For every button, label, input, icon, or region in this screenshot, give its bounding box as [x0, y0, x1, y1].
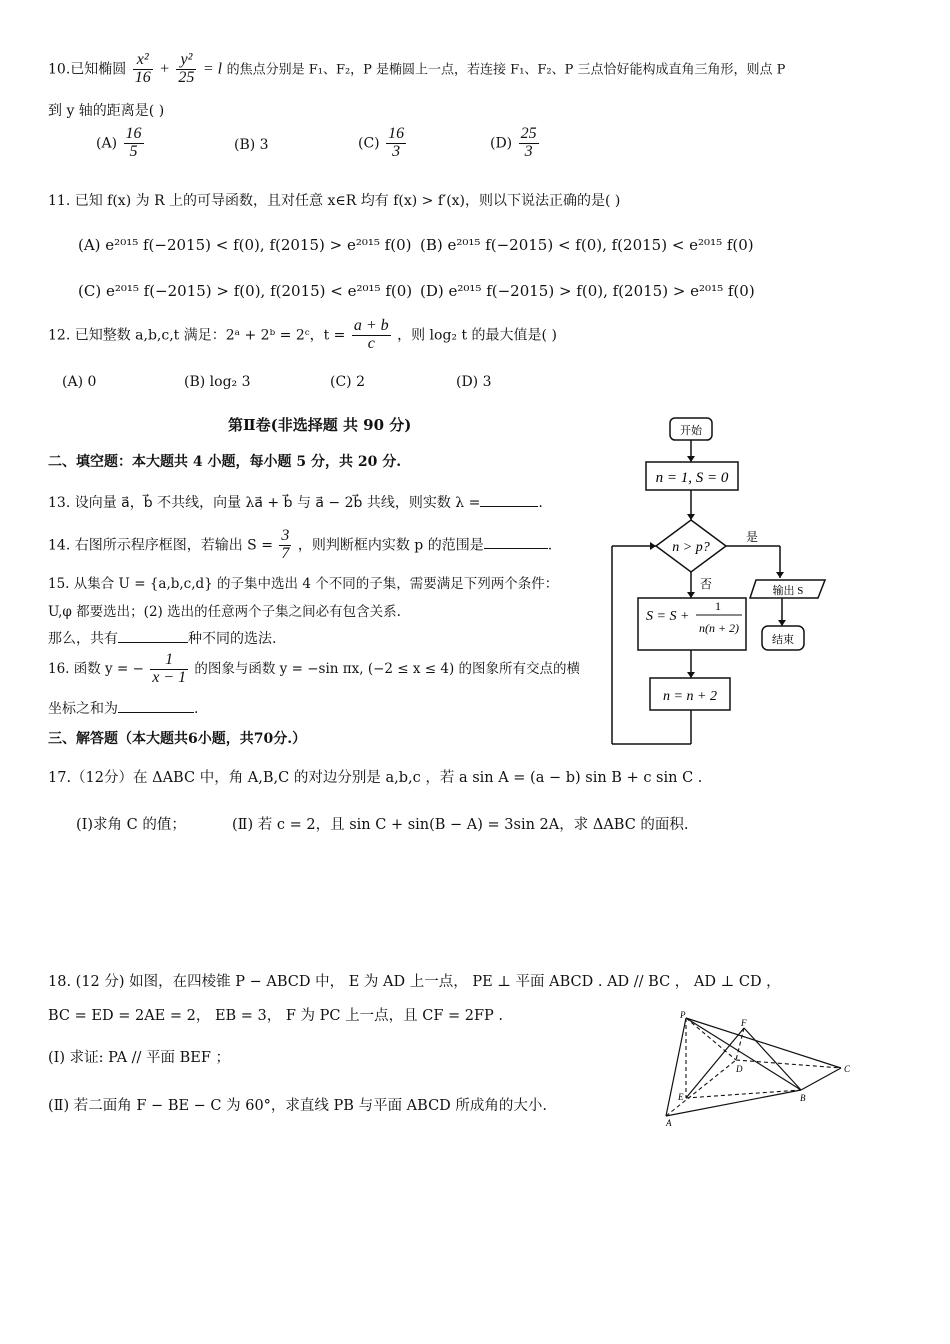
- q10-opt-d: (D) $\frac{25}{3}$: [490, 125, 537, 160]
- flow-end-label: 结束: [772, 634, 794, 646]
- q10-eq: = l: [202, 60, 223, 78]
- q15-line2: U,φ 都要选出；(2) 选出的任意两个子集之间必有包含关系.: [48, 604, 401, 620]
- flow-assign-label: S = S +: [646, 609, 690, 624]
- q15-line3: 那么，共有 种不同的选法.: [48, 631, 277, 647]
- q10-plus: +: [159, 60, 170, 78]
- flow-incr-label: n = n + 2: [663, 689, 717, 704]
- vertex-d: D: [736, 1064, 743, 1074]
- q17-part2: (Ⅱ) 若 c = 2，且 sin C + sin(B − A) = 3sin 2A，求 ΔABC 的面积.: [232, 817, 689, 833]
- q10-line2: 到 y 轴的距离是( ): [48, 103, 165, 119]
- vertex-a: A: [666, 1118, 672, 1128]
- q14: 14. 右图所示程序框图，若输出 S = $\frac{3}{7}$ ，则判断框内实数 p 的范围是 .: [48, 527, 553, 562]
- q12-opt-d: (D) 3: [456, 374, 492, 390]
- q15-line1: 15. 从集合 U = {a,b,c,d} 的子集中选出 4 个不同的子集，需要满足下列两个条件：: [48, 576, 559, 592]
- q11-opt-d: (D) e²⁰¹⁵ f(−2015) > f(0), f(2015) > e²⁰¹⁵ f(0): [420, 282, 755, 300]
- part2-title: 第Ⅱ卷(非选择题 共 90 分): [228, 416, 412, 434]
- flow-output-label: 输出 S: [772, 585, 804, 597]
- q10-text-1: 10.已知椭圆: [48, 61, 127, 78]
- q10-frac-y: $\frac{\text{y²}}{25}$: [178, 51, 195, 86]
- q18-part2: (Ⅱ) 若二面角 F − BE − C 为 60°，求直线 PB 与平面 ABCD 所成角的大小.: [48, 1098, 548, 1114]
- q10-frac-x: $\frac{\text{x²}}{16}$: [134, 51, 151, 86]
- flow-yes-label: 是: [746, 530, 759, 544]
- vertex-b: B: [800, 1093, 806, 1103]
- flow-assign-den: n(n + 2): [698, 621, 740, 635]
- q11-opt-b: (B) e²⁰¹⁵ f(−2015) < f(0), f(2015) < e²⁰¹⁵ f(0): [420, 236, 754, 254]
- q10-line1: [48, 52, 785, 87]
- q10-opt-c: (C) $\frac{16}{3}$: [358, 125, 405, 160]
- vertex-f: F: [741, 1018, 747, 1028]
- section3-heading: 三、解答题（本大题共6小题，共70分.）: [48, 731, 307, 747]
- q11-stem: 11. 已知 f(x) 为 R 上的可导函数，且对任意 x∈R 均有 f(x) > f′(x)，则以下说法正确的是( ): [48, 193, 621, 209]
- q12-opt-c: (C) 2: [330, 374, 365, 390]
- vertex-e: E: [678, 1092, 684, 1102]
- q10-text-2: 的焦点分别是 F₁、F₂，P 是椭圆上一点，若连接 F₁、F₂、P 三点恰好能构成直角三角形，则点 P: [226, 62, 786, 78]
- q11-opt-c: (C) e²⁰¹⁵ f(−2015) > f(0), f(2015) < e²⁰¹⁵ f(0): [78, 282, 413, 300]
- q18-stem-2: BC = ED = 2AE = 2， EB = 3， F 为 PC 上一点，且 CF = 2FP .: [48, 1008, 504, 1024]
- flow-no-label: 否: [700, 577, 713, 591]
- flow-start-label: 开始: [680, 425, 702, 437]
- q18-part1: (Ⅰ) 求证: PA // 平面 BEF ；: [48, 1050, 231, 1066]
- q17-stem: 17.（12分）在 ΔABC 中，角 A,B,C 的对边分别是 a,b,c ，若 a sin A = (a − b) sin B + c sin C .: [48, 770, 703, 786]
- q12-opt-b: (B) log₂ 3: [184, 374, 251, 390]
- q10-opt-b: (B) 3: [234, 137, 269, 153]
- q13: 13. 设向量 a⃗，b⃗ 不共线，向量 λa⃗ + b⃗ 与 a⃗ − 2b⃗ 共线，则实数 λ = .: [48, 495, 543, 511]
- pyramid-figure: [656, 1008, 856, 1128]
- q12-stem: 12. 已知整数 a,b,c,t 满足：2ᵃ + 2ᵇ = 2ᶜ，t = $\frac{a + b}{c}$ ，则 log₂ t 的最大值是( ): [48, 317, 557, 352]
- q12-opt-a: (A) 0: [62, 374, 97, 390]
- flow-cond-label: n > p?: [672, 540, 710, 555]
- q10-opt-a: (A) $\frac{16}{5}$: [96, 125, 142, 160]
- q16-line1: 16. 函数 y = − $\frac{1}{x - 1}$ 的图象与函数 y = −sin πx, (−2 ≤ x ≤ 4) 的图象所有交点的横: [48, 651, 581, 686]
- vertex-c: C: [844, 1064, 851, 1074]
- flow-assign-num: 1: [715, 599, 721, 613]
- q16-line2: 坐标之和为 .: [48, 701, 199, 717]
- section2-heading: 二、填空题：本大题共 4 小题，每小题 5 分，共 20 分.: [48, 454, 402, 470]
- flow-init-label: n = 1, S = 0: [655, 470, 729, 486]
- q18-stem-1: 18. (12 分) 如图，在四棱锥 P − ABCD 中， E 为 AD 上一点， PE ⊥ 平面 ABCD . AD // BC ， AD ⊥ CD ，: [48, 974, 781, 990]
- q17-part1: (Ⅰ)求角 C 的值；: [76, 817, 186, 833]
- q11-opt-a: (A) e²⁰¹⁵ f(−2015) < f(0), f(2015) > e²⁰¹⁵ f(0): [78, 236, 412, 254]
- vertex-p: P: [680, 1010, 686, 1020]
- flowchart: [600, 410, 840, 755]
